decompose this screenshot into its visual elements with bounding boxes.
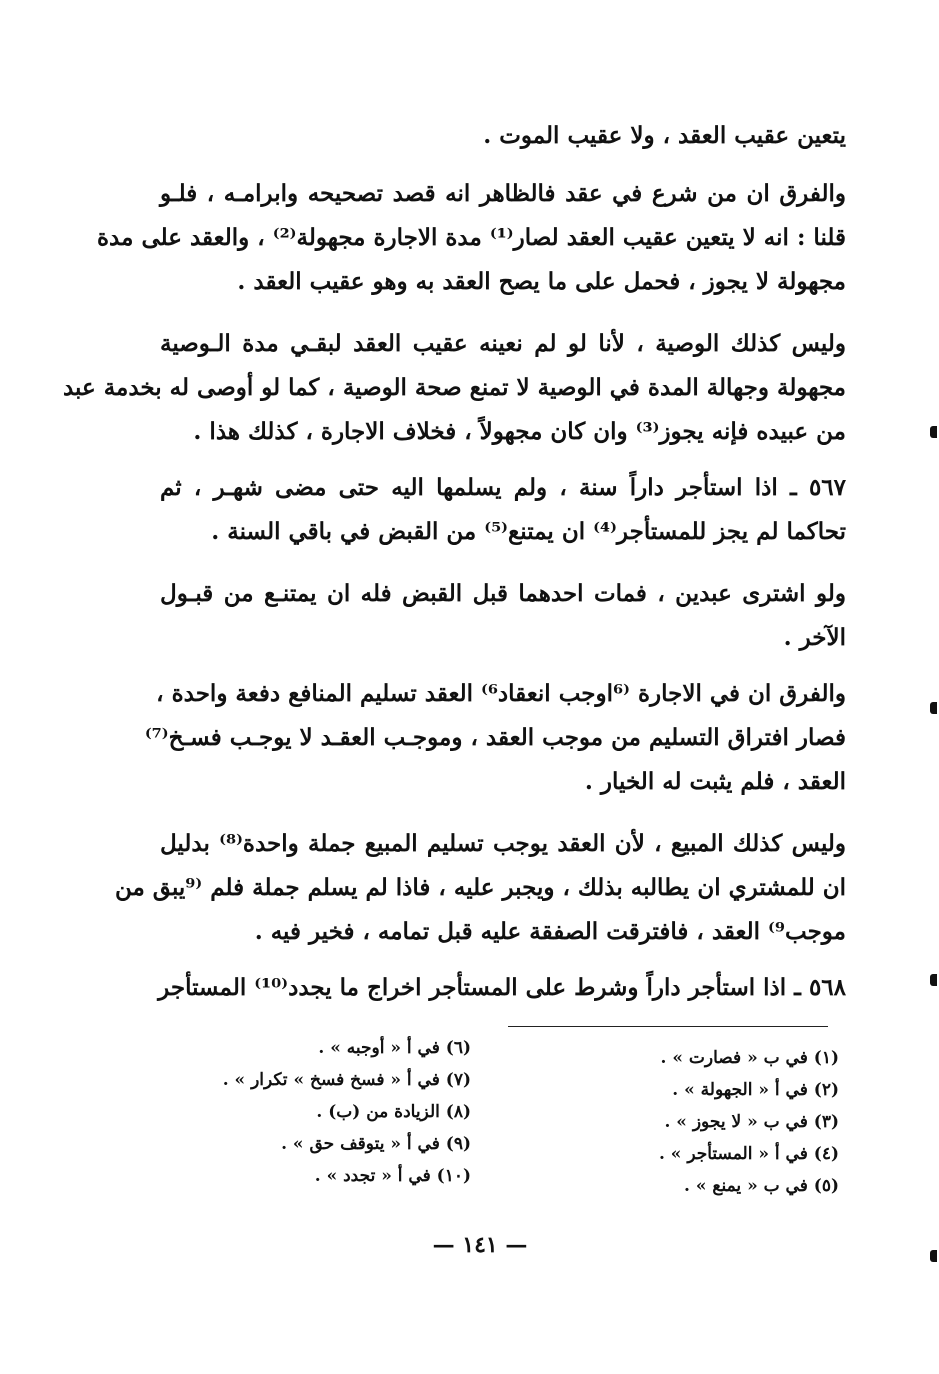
- text-line: والفرق ان في الاجارة ⁽⁶اوجب انعقاد⁶⁾ العقد تسليم المنافع دفعة واحدة ،: [156, 680, 846, 707]
- text-line: ٥٦٨ ـ اذا استأجر داراً وشرط على المستأجر اخراج ما يجدد⁽¹⁰⁾ المستأجر: [158, 974, 846, 1001]
- margin-mark: [930, 974, 937, 986]
- text-line: موجب⁹⁾ العقد ، فافترقت الصفقة عليه قبل تمامه ، فخير فيه .: [254, 918, 846, 945]
- text-line: والفرق ان من شرع في عقد فالظاهر انه قصد تصحيحه وابرامـه ، فلـو: [160, 180, 846, 207]
- footnote: (١٠) في أ « تجدد » .: [314, 1166, 471, 1186]
- page-number: — ١٤١ —: [432, 1232, 528, 1258]
- footnote: (٩) في أ « يتوقف حق » .: [281, 1134, 471, 1154]
- text-line: ولو اشترى عبدين ، فمات احدهما قبل القبض فله ان يمتنـع من قبـول: [160, 580, 846, 607]
- text-line: وليس كذلك الوصية ، لأنا لو لم نعينه عقيب العقد لبقـي مدة الـوصية: [160, 330, 846, 357]
- text-line: مجهولة وجهالة المدة في الوصية لا تمنع صحة الوصية ، كما لو أوصى له بخدمة عبد: [62, 374, 846, 401]
- margin-mark: [930, 426, 937, 438]
- paragraph: [160, 572, 846, 660]
- paragraph: [114, 822, 846, 954]
- footnote: (٥) في ب « يمنع » .: [684, 1176, 839, 1196]
- paragraph: [160, 466, 846, 554]
- paragraph: [97, 172, 846, 304]
- text-line: ان للمشتري ان يطالبه بذلك ، ويجبر عليه ، فاذا لم يسلم جملة فلم ⁽⁹يبق من: [114, 874, 846, 901]
- text-line: الآخر .: [783, 624, 846, 651]
- margin-mark: [930, 702, 937, 714]
- text-line: من عبيده فإنه يجوز⁽³⁾ وان كان مجهولاً ، فخلاف الاجارة ، كذلك هذا .: [193, 418, 846, 445]
- text-line: يتعين عقيب العقد ، ولا عقيب الموت .: [483, 122, 846, 149]
- text-line: ٥٦٧ ـ اذا استأجر داراً سنة ، ولم يسلمها اليه حتى مضى شهـر ، ثم: [160, 474, 846, 501]
- text-line: قلنا : انه لا يتعين عقيب العقد لصار⁽¹⁾ مدة الاجارة مجهولة⁽²⁾ ، والعقد على مدة: [97, 224, 846, 251]
- footnote: (٧) في أ « فسخ فسخ » تكرار » .: [222, 1070, 471, 1090]
- footnote: (٣) في ب « لا يجوز » .: [664, 1112, 839, 1132]
- footnote: (٨) الزيادة من (ب) .: [316, 1102, 471, 1122]
- paragraph: [144, 672, 846, 804]
- text-line: وليس كذلك المبيع ، لأن العقد يوجب تسليم المبيع جملة واحدة⁽⁸⁾ بدليل: [160, 830, 846, 857]
- paragraph: [62, 322, 846, 454]
- footnote: (٦) في أ « أوجبه » .: [318, 1038, 471, 1058]
- paragraph: [160, 966, 846, 1010]
- text-line: فصار افتراق التسليم من موجب العقد ، وموجـب العقـد لا يوجـب فسـخ⁽⁷⁾: [144, 724, 846, 751]
- footnotes-left-column: [191, 1032, 471, 1192]
- paragraph: [160, 114, 846, 158]
- footnote: (١) في ب « فصارت » .: [660, 1048, 839, 1068]
- text-line: العقد ، فلم يثبت له الخيار .: [584, 768, 846, 795]
- footnote: (٢) في أ « الجهولة » .: [672, 1080, 839, 1100]
- text-line: تحاكما لم يجز للمستأجر⁽⁴⁾ ان يمتنع⁽⁵⁾ من القبض في باقي السنة .: [211, 518, 846, 545]
- margin-mark: [930, 1250, 937, 1262]
- text-line: مجهولة لا يجوز ، فحمل على ما يصح العقد به وهو عقيب العقد .: [237, 268, 846, 295]
- footnotes-right-column: [579, 1042, 839, 1202]
- footnote-divider: [508, 1026, 828, 1027]
- footnote: (٤) في أ « المستأجر » .: [658, 1144, 839, 1164]
